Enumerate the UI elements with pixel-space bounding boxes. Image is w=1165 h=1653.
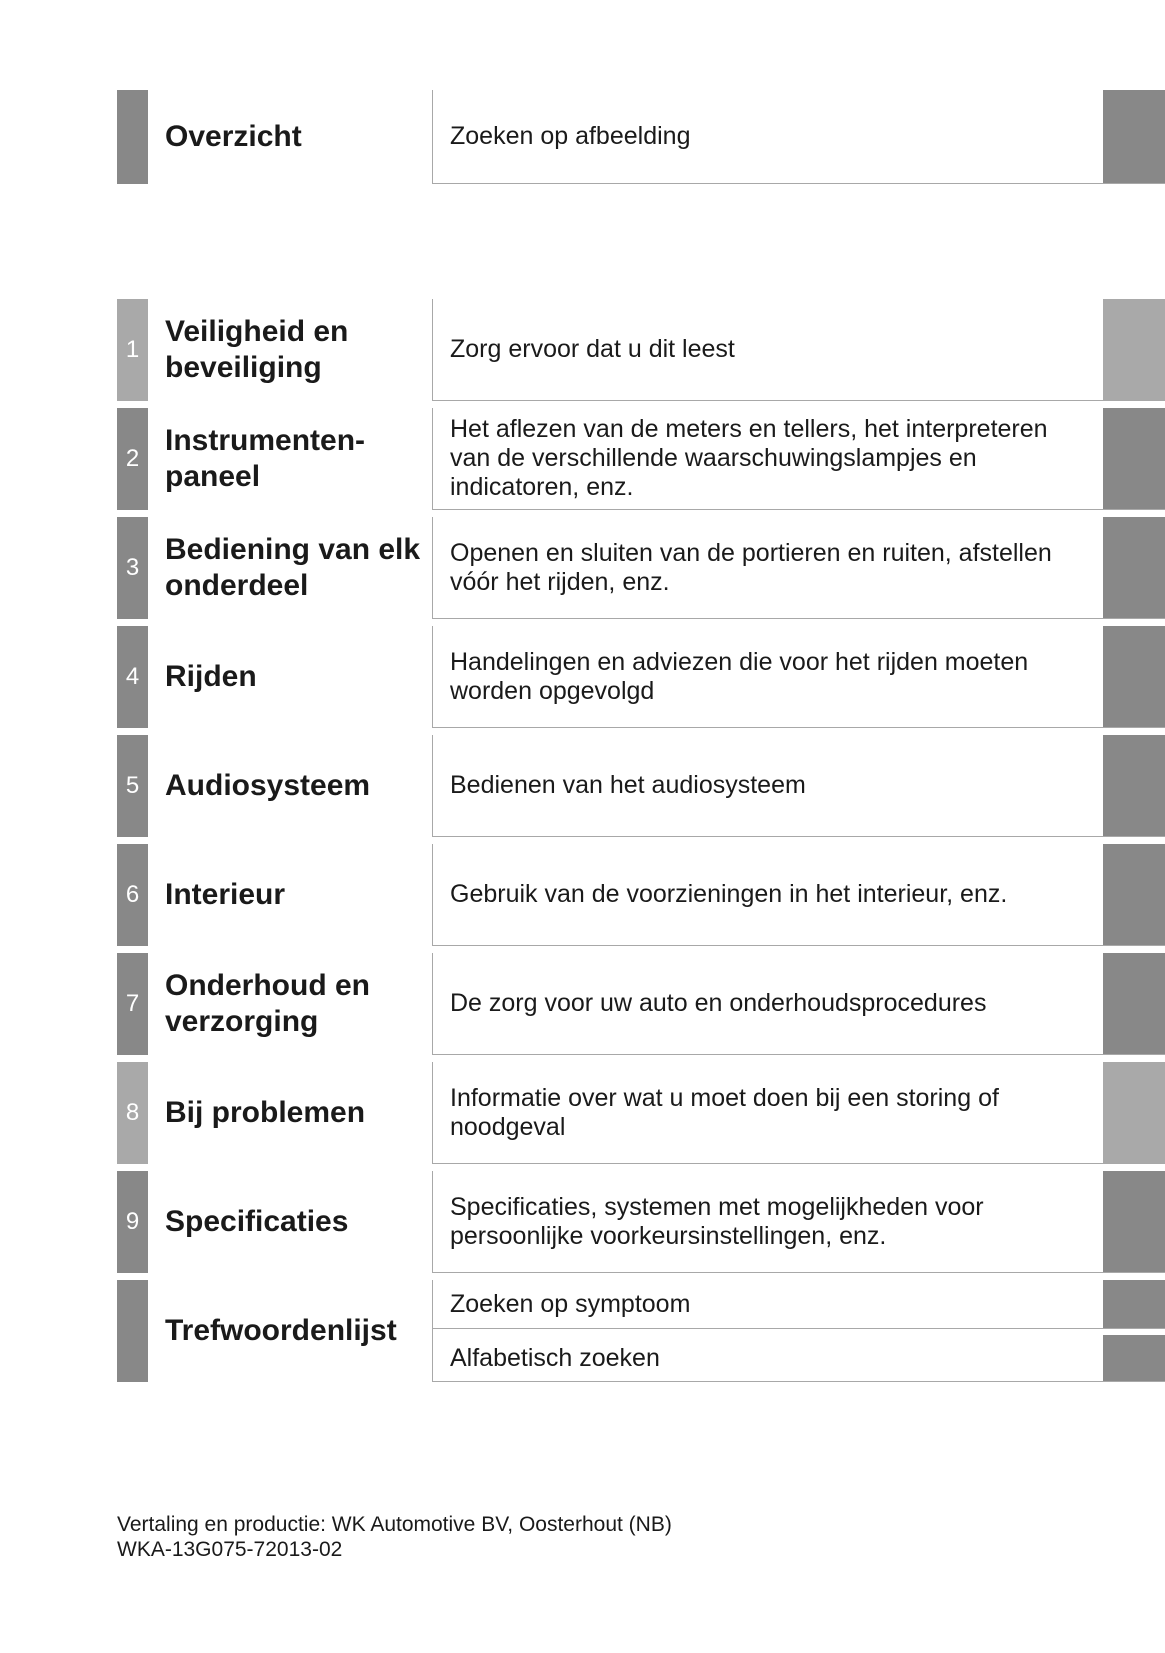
overview-side-tab[interactable] bbox=[1103, 90, 1165, 183]
section-number: 5 bbox=[117, 735, 148, 837]
section-row-9[interactable] bbox=[117, 1171, 1165, 1273]
section-number: 1 bbox=[117, 299, 148, 401]
section-side-tab[interactable] bbox=[1103, 735, 1165, 836]
section-desc: Handelingen en adviezen die voor het rijden moeten worden opgevolgd bbox=[450, 647, 1029, 705]
index-sub-alphabetical-tab[interactable] bbox=[1103, 1335, 1165, 1381]
section-number: 3 bbox=[117, 517, 148, 619]
index-sub-symptom[interactable] bbox=[433, 1280, 1165, 1329]
overview-desc: Zoeken op afbeelding bbox=[450, 122, 691, 150]
section-title: Interieur bbox=[165, 878, 286, 911]
footer-code: WKA-13G075-72013-02 bbox=[117, 1538, 343, 1561]
index-sub-symptom-tab[interactable] bbox=[1103, 1280, 1165, 1328]
footer bbox=[117, 1512, 672, 1562]
section-side-tab[interactable] bbox=[1103, 1171, 1165, 1272]
section-desc-box bbox=[432, 953, 1165, 1055]
section-title: Audiosysteem bbox=[165, 769, 371, 802]
section-number: 9 bbox=[117, 1171, 148, 1273]
section-desc-box bbox=[432, 844, 1165, 946]
index-row bbox=[117, 1280, 1165, 1382]
section-desc-box bbox=[432, 1062, 1165, 1164]
section-row-2[interactable] bbox=[117, 408, 1165, 510]
footer-credit: Vertaling en productie: WK Automotive BV, Oosterhout (NB) bbox=[117, 1513, 672, 1536]
section-side-tab[interactable] bbox=[1103, 517, 1165, 618]
section-row-7[interactable] bbox=[117, 953, 1165, 1055]
index-sub-alphabetical[interactable] bbox=[433, 1335, 1165, 1382]
section-number: 2 bbox=[117, 408, 148, 510]
overview-desc-box bbox=[432, 90, 1165, 184]
overview-row[interactable] bbox=[117, 90, 1165, 184]
index-title: Trefwoordenlijst bbox=[165, 1314, 397, 1347]
section-title: Specificaties bbox=[165, 1205, 349, 1238]
index-tab bbox=[117, 1280, 148, 1382]
section-title: Bij problemen bbox=[165, 1096, 366, 1129]
section-side-tab[interactable] bbox=[1103, 844, 1165, 945]
section-desc-box bbox=[432, 299, 1165, 401]
overview-tab bbox=[117, 90, 148, 184]
section-number: 4 bbox=[117, 626, 148, 728]
section-row-3[interactable] bbox=[117, 517, 1165, 619]
section-desc-box bbox=[432, 1171, 1165, 1273]
section-title: Rijden bbox=[165, 660, 257, 693]
section-desc: Bedienen van het audiosysteem bbox=[450, 771, 806, 799]
section-number: 8 bbox=[117, 1062, 148, 1164]
section-side-tab[interactable] bbox=[1103, 299, 1165, 400]
section-number: 6 bbox=[117, 844, 148, 946]
index-sub-symptom-label: Zoeken op symptoom bbox=[450, 1289, 691, 1318]
section-title: Instrumenten-paneel bbox=[165, 424, 366, 493]
section-title: Bediening van elk onderdeel bbox=[165, 533, 421, 602]
section-desc-box bbox=[432, 517, 1165, 619]
section-row-1[interactable] bbox=[117, 299, 1165, 401]
section-desc: Informatie over wat u moet doen bij een storing of noodgeval bbox=[450, 1083, 999, 1141]
section-side-tab[interactable] bbox=[1103, 626, 1165, 727]
section-number: 7 bbox=[117, 953, 148, 1055]
section-desc-box bbox=[432, 408, 1165, 510]
section-desc: Het aflezen van de meters en tellers, het interpreteren van de verschillende waarschuwingslampjes en indicatoren, enz. bbox=[450, 415, 1048, 501]
section-desc: De zorg voor uw auto en onderhoudsprocedures bbox=[450, 989, 987, 1017]
section-side-tab[interactable] bbox=[1103, 408, 1165, 509]
section-desc-box bbox=[432, 735, 1165, 837]
section-desc-box bbox=[432, 626, 1165, 728]
section-desc: Openen en sluiten van de portieren en ruiten, afstellen vóór het rijden, enz. bbox=[450, 538, 1052, 596]
index-sub-alphabetical-label: Alfabetisch zoeken bbox=[450, 1343, 660, 1372]
section-row-5[interactable] bbox=[117, 735, 1165, 837]
section-row-8[interactable] bbox=[117, 1062, 1165, 1164]
section-desc: Gebruik van de voorzieningen in het interieur, enz. bbox=[450, 880, 1008, 908]
index-desc-box bbox=[432, 1280, 1165, 1382]
section-side-tab[interactable] bbox=[1103, 953, 1165, 1054]
section-title: Veiligheid en beveiliging bbox=[165, 315, 349, 384]
section-row-4[interactable] bbox=[117, 626, 1165, 728]
section-side-tab[interactable] bbox=[1103, 1062, 1165, 1163]
section-desc: Specificaties, systemen met mogelijkheden voor persoonlijke voorkeursinstellingen, enz. bbox=[450, 1192, 984, 1250]
section-title: Onderhoud en verzorging bbox=[165, 969, 370, 1038]
section-desc: Zorg ervoor dat u dit leest bbox=[450, 335, 735, 363]
overview-title: Overzicht bbox=[165, 120, 302, 153]
section-row-6[interactable] bbox=[117, 844, 1165, 946]
